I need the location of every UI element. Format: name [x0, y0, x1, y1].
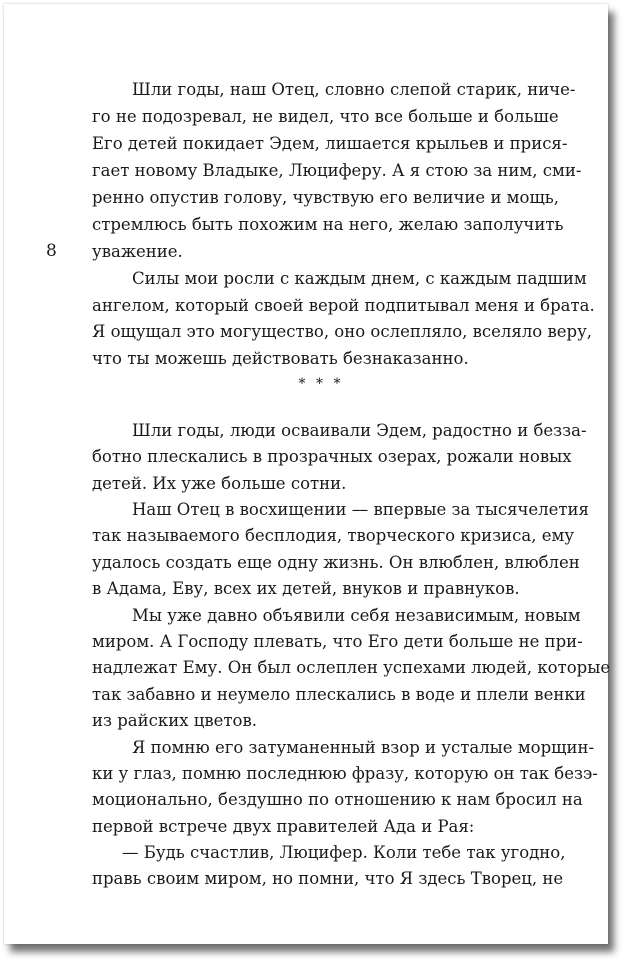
- text-line: миром. А Господу плевать, что Его дети больше не при-: [92, 632, 583, 651]
- text-line: надлежат Ему. Он был ослеплен успехами людей, которые: [92, 658, 611, 677]
- text-line: так называемого бесплодия, творческого кризиса, ему: [92, 526, 575, 545]
- text-line: в Адама, Еву, всех их детей, внуков и правнуков.: [92, 579, 520, 598]
- text-line: моционально, бездушно по отношению к нам бросил на: [92, 790, 583, 809]
- text-line: Силы мои росли с каждым днем, с каждым падшим: [132, 269, 587, 288]
- text-line: детей. Их уже больше сотни.: [92, 474, 347, 493]
- section-separator: * * *: [298, 376, 344, 392]
- text-line: первой встрече двух правителей Ада и Рая:: [92, 817, 475, 836]
- text-line: Я ощущал это могущество, оно ослепляло, вселяло веру,: [92, 322, 593, 341]
- text-line: ангелом, который своей верой подпитывал меня и брата.: [92, 296, 595, 315]
- text-line: удалось создать еще одну жизнь. Он влюблен, влюблен: [92, 553, 580, 572]
- page-number: 8: [46, 241, 57, 261]
- text-line: го не подозревал, не видел, что все больше и больше: [92, 107, 559, 126]
- text-line: так забавно и неумело плескались в воде и плели венки: [92, 685, 586, 704]
- text-line: — Будь счастлив, Люцифер. Коли тебе так угодно,: [122, 843, 566, 862]
- text-line: что ты можешь действовать безнаказанно.: [92, 349, 469, 368]
- text-line: правь своим миром, но помни, что Я здесь Творец, не: [92, 869, 564, 888]
- book-page: [4, 4, 611, 944]
- text-line: Его детей покидает Эдем, лишается крыльев и прися-: [92, 134, 568, 153]
- text-line: Шли годы, наш Отец, словно слепой старик, ниче-: [132, 80, 576, 99]
- text-line: ботно плескались в прозрачных озерах, рожали новых: [92, 447, 572, 466]
- text-line: ки у глаз, помню последнюю фразу, которую он так безэ-: [92, 764, 598, 783]
- text-line: из райских цветов.: [92, 711, 257, 730]
- text-line: Я помню его затуманенный взор и усталые морщин-: [132, 738, 595, 757]
- text-line: Мы уже давно объявили себя независимым, новым: [132, 606, 581, 625]
- text-line: уважение.: [92, 242, 183, 261]
- text-line: Наш Отец в восхищении — впервые за тысячелетия: [132, 500, 589, 519]
- text-line: Шли годы, люди осваивали Эдем, радостно и безза-: [132, 421, 587, 440]
- text-line: стремлюсь быть похожим на него, желаю заполучить: [92, 215, 564, 234]
- text-line: гает новому Владыке, Люциферу. А я стою за ним, сми-: [92, 161, 582, 180]
- text-line: ренно опустив голову, чувствую его величие и мощь,: [92, 188, 560, 207]
